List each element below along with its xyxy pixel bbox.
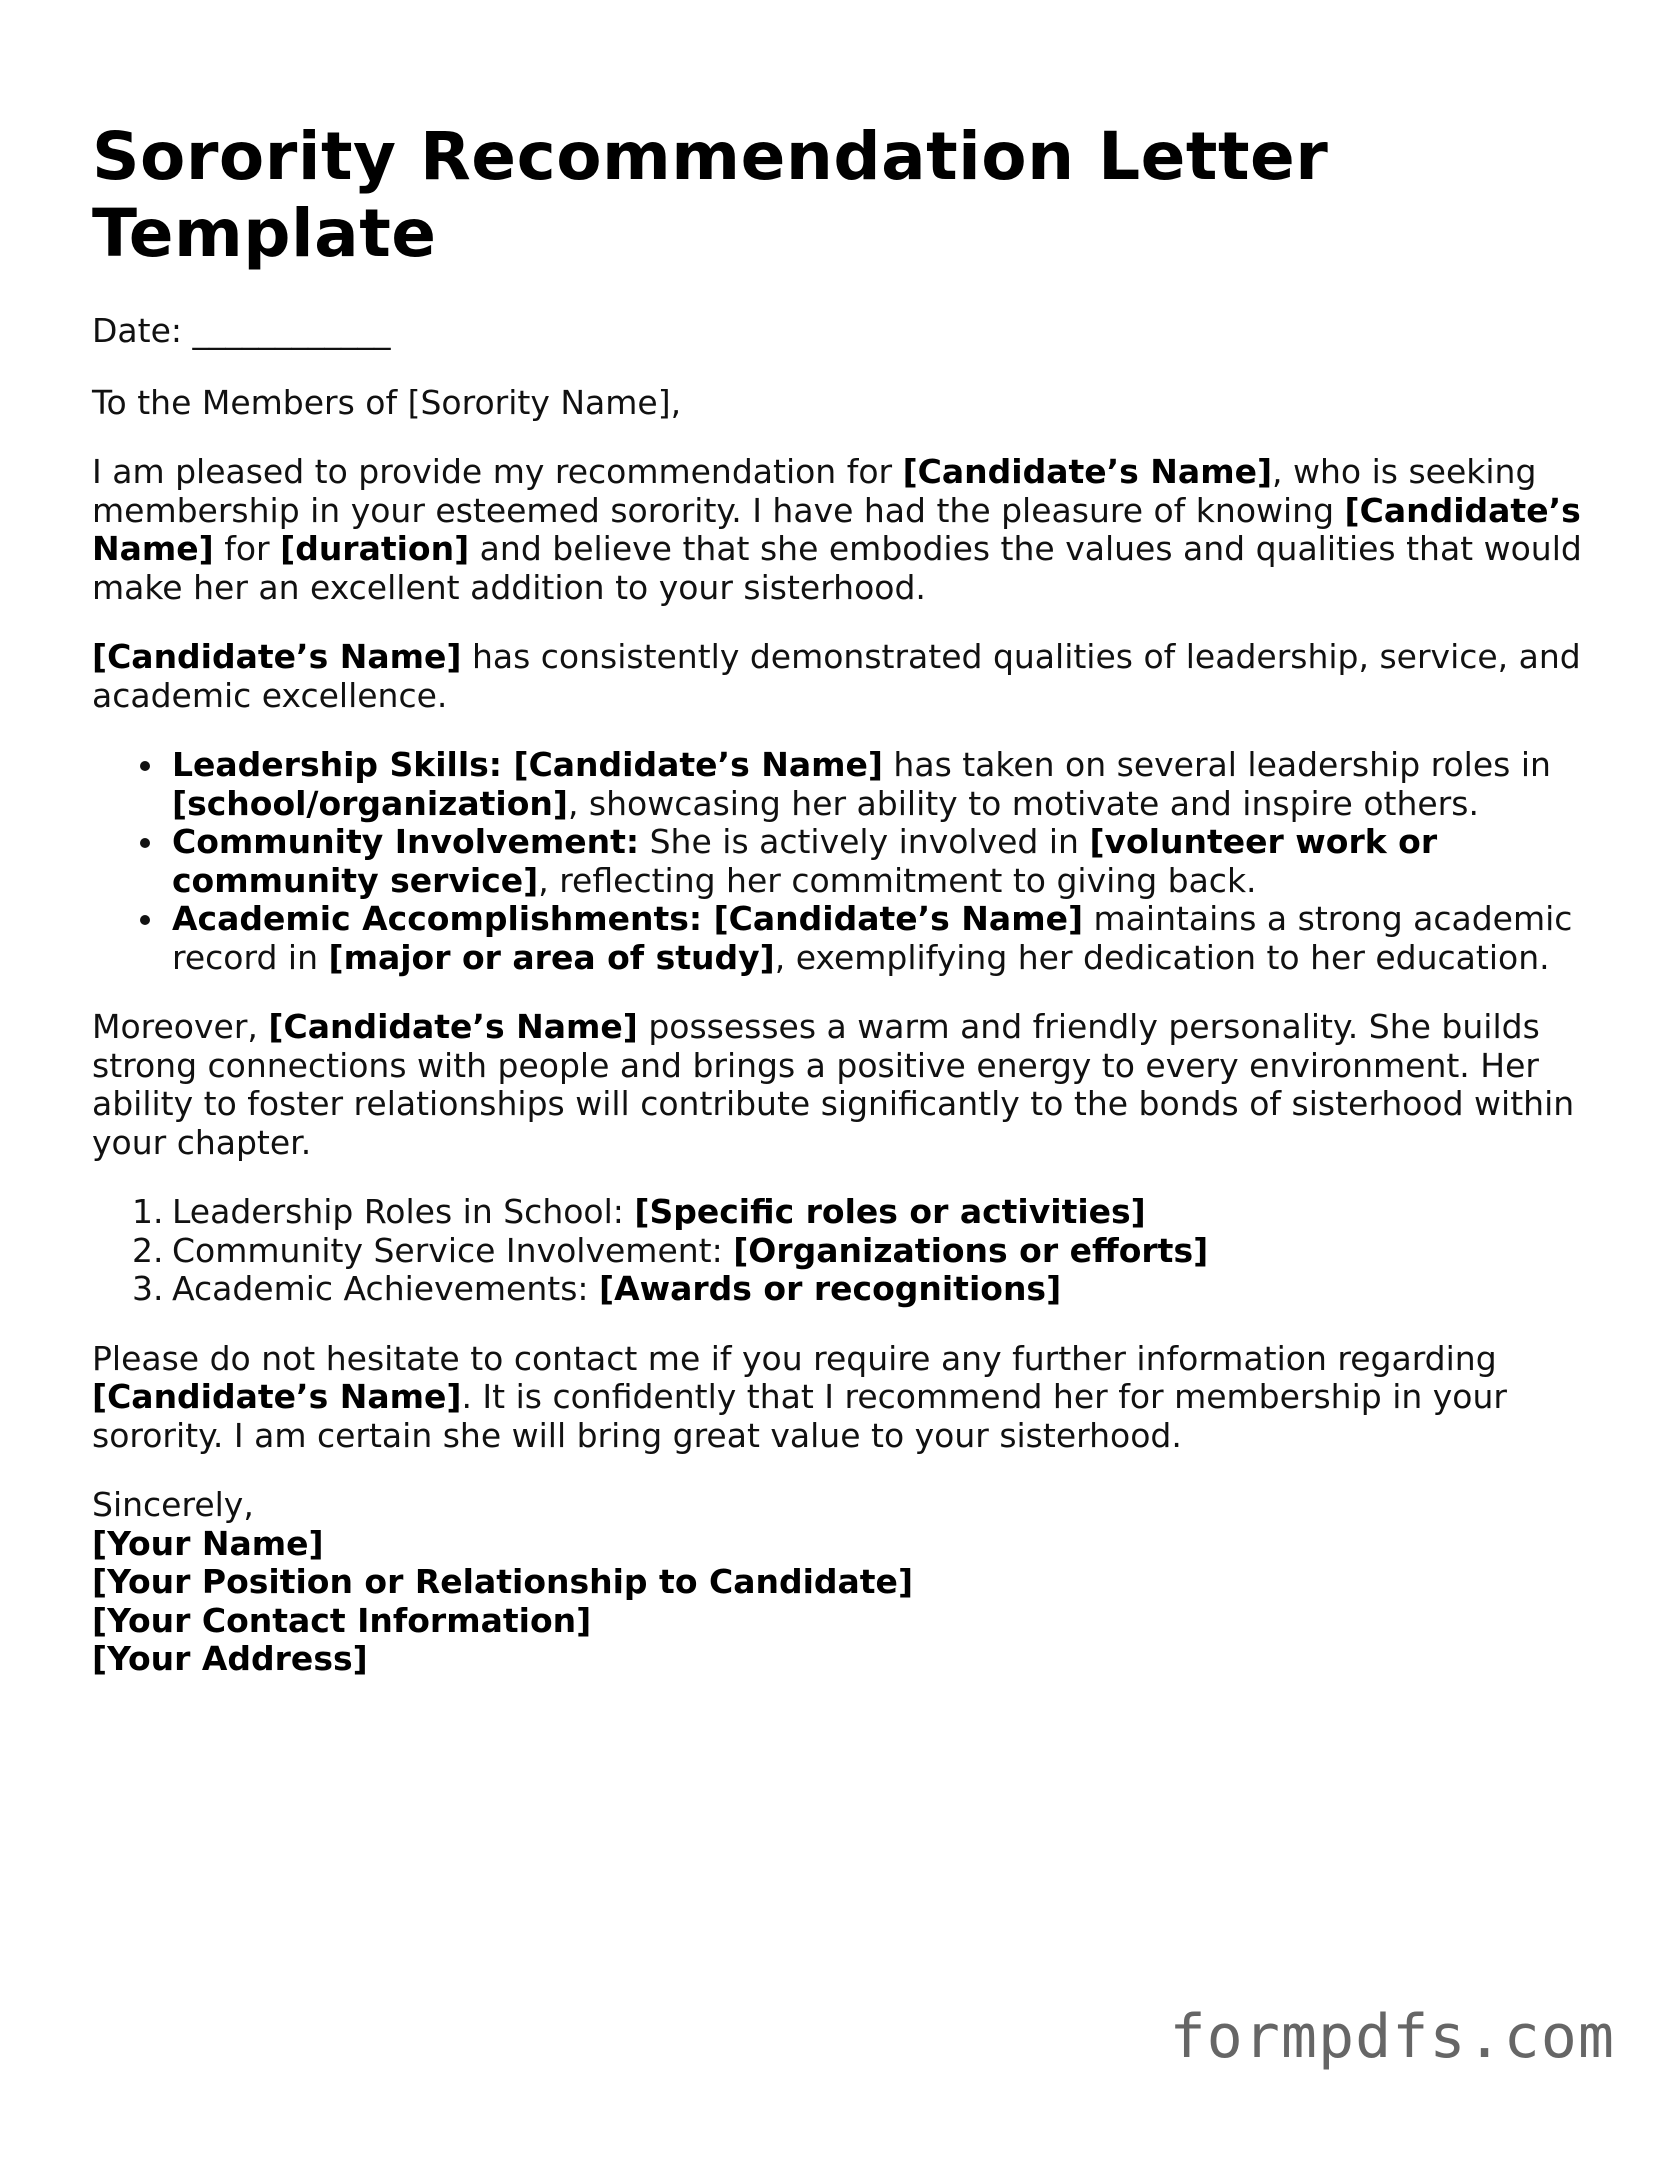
numbered-label: Leadership Roles in School: — [172, 1192, 635, 1231]
date-line — [92, 312, 1592, 351]
contact-candidate-name: [Candidate’s Name] — [92, 1377, 462, 1416]
signature-line — [92, 1525, 1592, 1564]
contact-paragraph — [92, 1340, 1592, 1456]
list-item — [132, 1269, 1592, 1309]
bullet-text: , exemplifying her dedication to her education. — [774, 937, 1550, 977]
bullet-placeholder: [major or area of study] — [328, 937, 775, 977]
salutation: To the Members of [Sorority Name], — [92, 382, 682, 422]
date-label: Date: — [92, 311, 182, 350]
bullet-candidate-name: [Candidate’s Name] — [702, 899, 1084, 938]
list-item — [172, 823, 1592, 900]
contact-text-2: . It is confidently that I recommend her for membership in your sorority. I am certain she will bring great value to your sisterhood. — [92, 1377, 1507, 1455]
signature-name: [Your Name] — [92, 1523, 324, 1563]
numbered-label: Academic Achievements: — [172, 1269, 600, 1308]
intro-candidate-name-1: [Candidate’s Name] — [902, 452, 1273, 491]
list-number: 2. — [132, 1230, 164, 1270]
bullet-text: , showcasing her ability to motivate and inspire others. — [567, 783, 1479, 823]
signature-line — [92, 1602, 1592, 1641]
bullet-text: has taken on several leadership roles in — [882, 745, 1551, 784]
letter-page — [92, 118, 1592, 1679]
page-title: Sorority Recommendation Letter Template — [92, 118, 1329, 272]
personality-text-1: Moreover, — [92, 1007, 269, 1046]
signature-contact: [Your Contact Information] — [92, 1600, 592, 1640]
list-item — [172, 746, 1592, 823]
bullet-label-community: Community Involvement: — [172, 822, 640, 861]
watermark: formpdfs.com — [1169, 2002, 1615, 2072]
qualities-paragraph — [92, 638, 1592, 715]
intro-paragraph — [92, 453, 1592, 607]
list-item — [172, 900, 1592, 977]
intro-candidate-name-2: [Candidate’s Name] — [92, 490, 1581, 568]
numbered-label: Community Service Involvement: — [172, 1230, 734, 1270]
date-blank: ____________ — [192, 311, 391, 350]
numbered-placeholder: [Specific roles or activities] — [634, 1192, 1146, 1231]
closing: Sincerely, — [92, 1485, 254, 1524]
qualities-candidate-name: [Candidate’s Name] — [92, 637, 462, 676]
list-item — [132, 1192, 1592, 1232]
numbered-placeholder: [Organizations or efforts] — [733, 1230, 1209, 1270]
signature-position: [Your Position or Relationship to Candidate] — [92, 1562, 914, 1601]
intro-text-2: , who is seeking membership in your esteemed sorority. I have had the pleasure of knowing — [92, 452, 1537, 530]
bullet-placeholder: [volunteer work or community service] — [172, 822, 1438, 900]
personality-candidate-name: [Candidate’s Name] — [268, 1007, 638, 1046]
intro-text-1: I am pleased to provide my recommendation for — [92, 452, 903, 491]
list-number: 3. — [132, 1269, 164, 1308]
bullet-placeholder: [school/organization] — [172, 783, 568, 823]
bullet-candidate-name: [Candidate’s Name] — [502, 745, 883, 784]
bullet-text: She is actively involved in — [639, 822, 1090, 861]
signature-line — [92, 1640, 1592, 1679]
contact-text-1: Please do not hesitate to contact me if you require any further information regarding — [92, 1338, 1497, 1378]
signature-address: [Your Address] — [92, 1639, 368, 1678]
bullet-label-academic: Academic Accomplishments: — [172, 899, 703, 938]
signature-block — [92, 1525, 1592, 1679]
qualities-bullet-list — [92, 746, 1592, 977]
bullet-text: maintains a strong academic record in — [172, 899, 1573, 977]
qualities-text: has consistently demonstrated qualities of leadership, service, and academic excellence. — [92, 637, 1581, 715]
bullet-label-leadership: Leadership Skills: — [172, 745, 502, 784]
intro-text-3: for — [213, 529, 281, 568]
personality-paragraph — [92, 1008, 1592, 1162]
bullet-text: , reflecting her commitment to giving back. — [538, 860, 1257, 900]
intro-duration: [duration] — [280, 529, 470, 568]
numbered-list — [92, 1193, 1592, 1309]
numbered-placeholder: [Awards or recognitions] — [599, 1269, 1062, 1308]
list-number: 1. — [132, 1192, 164, 1231]
signature-line — [92, 1563, 1592, 1602]
intro-text-4: and believe that she embodies the values and qualities that would make her an excellent addition to your sisterhood. — [92, 529, 1582, 607]
list-item — [132, 1230, 1592, 1271]
personality-text-2: possesses a warm and friendly personality. She builds strong connections with people and brings a positive energy to every environment. Her ability to foster relationships will contribute significantly to the bonds of sisterhood within your chapter. — [92, 1007, 1575, 1162]
